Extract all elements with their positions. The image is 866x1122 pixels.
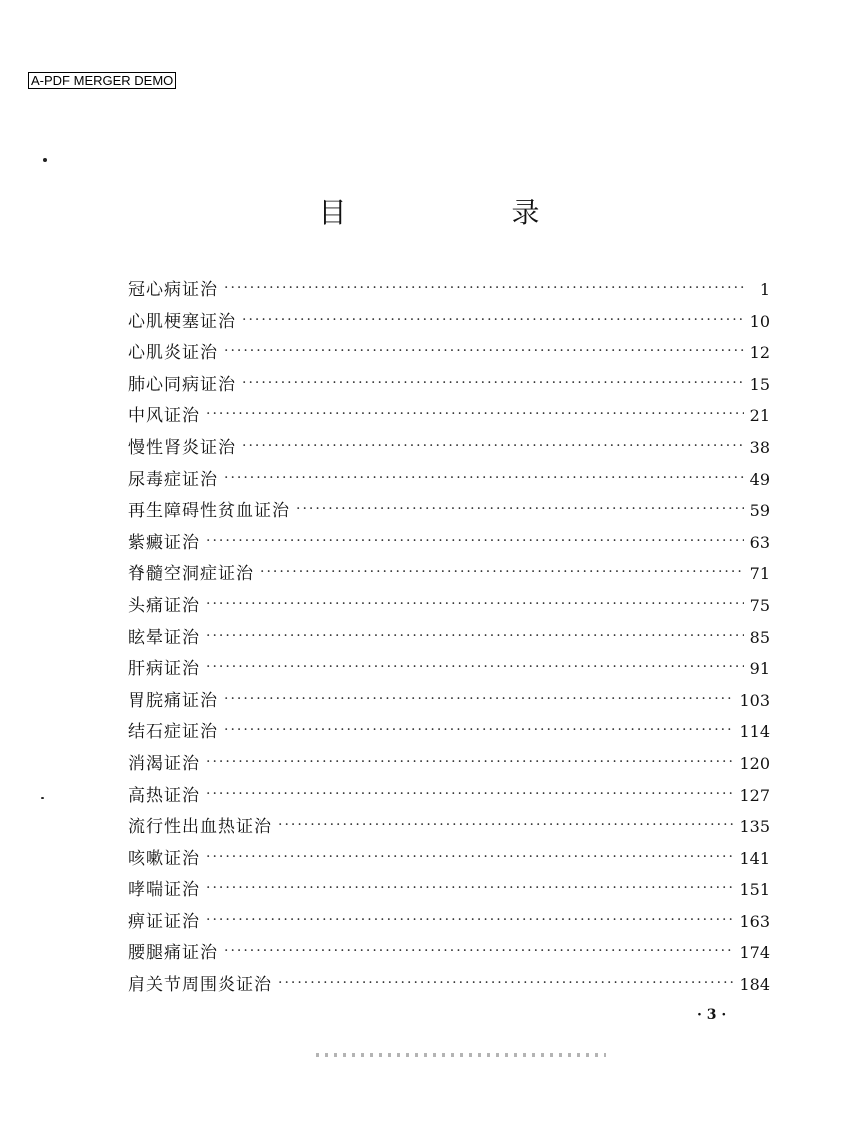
dot-leader xyxy=(242,438,744,454)
toc-entry[interactable] xyxy=(128,591,770,623)
dot-leader xyxy=(278,975,733,991)
toc-entry[interactable] xyxy=(128,528,770,560)
toc-entry-page: 163 xyxy=(739,911,770,931)
scan-artifact xyxy=(316,1053,606,1057)
toc-entry-title: 腰腿痛证治 xyxy=(128,943,218,964)
toc-entry[interactable] xyxy=(128,465,770,497)
dot-leader xyxy=(224,943,733,959)
dot-leader xyxy=(206,659,744,675)
toc-entry-page: 114 xyxy=(739,722,770,742)
dot-leader xyxy=(224,470,744,486)
toc-entry-title: 头痛证治 xyxy=(128,595,200,616)
dot-leader xyxy=(206,849,733,865)
toc-entry-title: 结石症证治 xyxy=(128,722,218,743)
toc-entry-page: 135 xyxy=(739,817,770,837)
toc-entry[interactable] xyxy=(128,370,770,402)
toc-entry-title: 高热证治 xyxy=(128,785,200,806)
toc-entry-page: 103 xyxy=(739,690,770,710)
toc-entry-page: 1 xyxy=(759,280,770,299)
toc-entry-title: 中风证治 xyxy=(128,406,200,427)
toc-entry[interactable] xyxy=(128,970,770,1002)
toc-entry[interactable] xyxy=(128,654,770,686)
toc-entry-title: 眩晕证治 xyxy=(128,627,200,648)
toc-entry[interactable] xyxy=(128,401,770,433)
toc-entry-page: 38 xyxy=(749,437,770,457)
toc-entry[interactable] xyxy=(128,623,770,655)
toc-entry-title: 肺心同病证治 xyxy=(128,374,236,395)
dot-leader xyxy=(206,912,733,928)
scan-speck xyxy=(41,797,44,799)
dot-leader xyxy=(206,596,744,612)
toc-entry-page: 120 xyxy=(739,753,770,773)
toc-entry[interactable] xyxy=(128,433,770,465)
toc-entry[interactable] xyxy=(128,717,770,749)
toc-entry-page: 127 xyxy=(739,785,770,805)
toc-entry-title: 心肌梗塞证治 xyxy=(128,311,236,332)
dot-leader xyxy=(206,406,744,422)
toc-entry[interactable] xyxy=(128,307,770,339)
page-number: · 3 · xyxy=(697,1007,727,1023)
toc-entry[interactable] xyxy=(128,875,770,907)
dot-leader xyxy=(278,817,733,833)
dot-leader xyxy=(242,312,744,328)
dot-leader xyxy=(260,564,744,580)
toc-entry-page: 59 xyxy=(749,501,770,521)
toc-entry[interactable] xyxy=(128,496,770,528)
dot-leader xyxy=(224,691,733,707)
toc-entry[interactable] xyxy=(128,338,770,370)
toc-entry[interactable] xyxy=(128,275,770,307)
toc-entry-page: 184 xyxy=(739,975,770,995)
toc-entry[interactable] xyxy=(128,812,770,844)
toc-entry[interactable] xyxy=(128,686,770,718)
toc-entry-title: 哮喘证治 xyxy=(128,880,200,901)
watermark-label: A-PDF MERGER DEMO xyxy=(28,72,176,89)
toc-entry-title: 肝病证治 xyxy=(128,659,200,680)
toc-entry-page: 71 xyxy=(749,564,770,584)
toc-entry-title: 紫癜证治 xyxy=(128,532,200,553)
dot-leader xyxy=(206,786,733,802)
table-of-contents xyxy=(128,275,770,1002)
scan-speck xyxy=(43,158,47,162)
toc-entry-page: 63 xyxy=(749,532,770,552)
toc-entry-page: 10 xyxy=(749,311,770,331)
toc-entry-page: 75 xyxy=(749,595,770,615)
toc-entry-title: 痹证证治 xyxy=(128,911,200,932)
toc-entry-page: 91 xyxy=(749,659,770,679)
toc-entry-title: 流行性出血热证治 xyxy=(128,817,272,838)
toc-entry-page: 174 xyxy=(739,943,770,963)
toc-entry-title: 脊髓空洞症证治 xyxy=(128,564,254,585)
toc-entry-page: 49 xyxy=(749,469,770,489)
toc-entry-title: 再生障碍性贫血证治 xyxy=(128,501,290,522)
toc-entry-title: 慢性肾炎证治 xyxy=(128,437,236,458)
toc-entry-page: 15 xyxy=(749,374,770,394)
toc-entry-title: 心肌炎证治 xyxy=(128,343,218,364)
dot-leader xyxy=(242,375,744,391)
toc-entry-page: 21 xyxy=(749,406,770,426)
toc-entry-title: 肩关节周围炎证治 xyxy=(128,975,272,996)
toc-entry[interactable] xyxy=(128,907,770,939)
dot-leader xyxy=(206,880,733,896)
toc-entry-title: 胃脘痛证治 xyxy=(128,690,218,711)
toc-entry[interactable] xyxy=(128,844,770,876)
dot-leader xyxy=(296,501,744,517)
toc-entry-title: 尿毒症证治 xyxy=(128,469,218,490)
toc-entry-page: 141 xyxy=(739,848,770,868)
toc-entry[interactable] xyxy=(128,749,770,781)
toc-entry[interactable] xyxy=(128,781,770,813)
toc-entry-page: 151 xyxy=(739,880,770,900)
toc-entry-title: 消渴证治 xyxy=(128,753,200,774)
dot-leader xyxy=(224,722,733,738)
dot-leader xyxy=(206,533,744,549)
toc-entry-page: 12 xyxy=(749,343,770,363)
toc-entry[interactable] xyxy=(128,938,770,970)
dot-leader xyxy=(206,754,733,770)
toc-entry-title: 咳嗽证治 xyxy=(128,848,200,869)
toc-entry-title: 冠心病证治 xyxy=(128,280,218,300)
dot-leader xyxy=(224,343,744,359)
dot-leader xyxy=(206,628,744,644)
toc-entry-page: 85 xyxy=(749,627,770,647)
page-title: 目 录 xyxy=(318,195,618,229)
toc-entry[interactable] xyxy=(128,559,770,591)
dot-leader xyxy=(224,280,746,296)
